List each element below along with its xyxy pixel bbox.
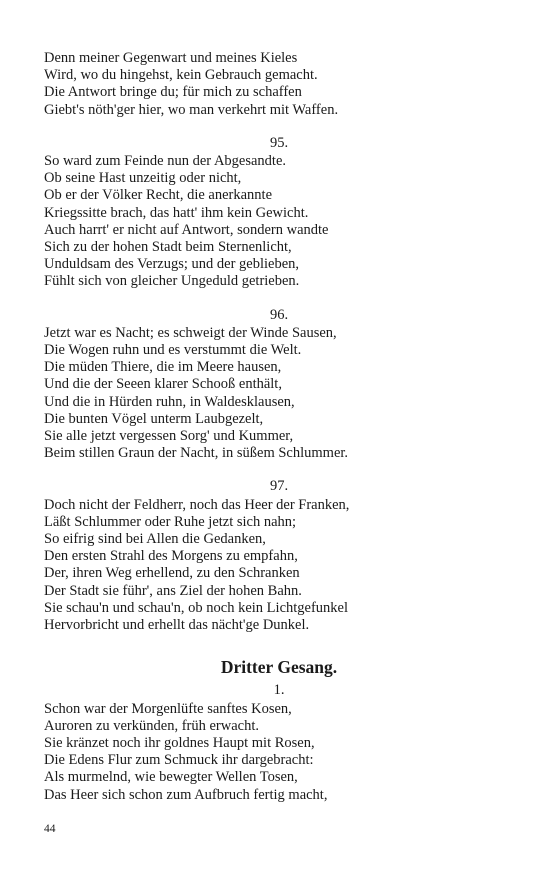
verse-line: Auch harrt' er nicht auf Antwort, sondern wandte — [44, 221, 329, 238]
stanza-95 — [44, 135, 514, 291]
page-number: 44 — [44, 823, 56, 835]
verse-line: Ob er der Völker Recht, die anerkannte — [44, 187, 273, 204]
verse-line: So ward zum Feinde nun der Abgesandte. — [44, 153, 287, 170]
verse-line: Hervorbricht und erhellt das nächt'ge Dunkel. — [44, 617, 310, 634]
verse-line: Die Wogen ruhn und es verstummt die Welt. — [44, 342, 302, 359]
verse-line: Wird, wo du hingehst, kein Gebrauch gemacht. — [44, 67, 318, 84]
verse-line: Sie schau'n und schau'n, ob noch kein Lichtgefunkel — [44, 599, 349, 616]
verse-line: Kriegssitte brach, das hatt' ihm kein Gewicht. — [44, 204, 309, 221]
verse-line: Der, ihren Weg erhellend, zu den Schranken — [44, 565, 300, 582]
page-body — [44, 50, 514, 804]
verse-line: Beim stillen Graun der Nacht, in süßem Schlummer. — [44, 445, 349, 462]
verse-line: Die bunten Vögel unterm Laubgezelt, — [44, 410, 264, 427]
verse-line: Und die in Hürden ruhn, in Waldesklausen, — [44, 393, 295, 410]
verse-line: Den ersten Strahl des Morgens zu empfahn, — [44, 548, 298, 565]
verse-line: Sie kränzet noch ihr goldnes Haupt mit Rosen, — [44, 734, 315, 751]
stanza-number: 97. — [269, 478, 289, 495]
verse-line: Die Edens Flur zum Schmuck ihr dargebracht: — [44, 752, 314, 769]
stanza-number: 1. — [273, 682, 285, 699]
verse-line: Das Heer sich schon zum Aufbruch fertig macht, — [44, 786, 328, 803]
verse-line: Fühlt sich von gleicher Ungeduld getrieben. — [44, 273, 300, 290]
stanza-96 — [44, 307, 514, 463]
verse-line: Ob seine Hast unzeitig oder nicht, — [44, 170, 242, 187]
verse-line: Denn meiner Gegenwart und meines Kieles — [44, 50, 298, 66]
verse-line: Giebt's nöth'ger hier, wo man verkehrt mit Waffen. — [44, 101, 339, 118]
verse-line: Sie alle jetzt vergessen Sorg' und Kummer, — [44, 428, 294, 445]
verse-line: Auroren zu verkünden, früh erwacht. — [44, 717, 259, 734]
verse-line: So eifrig sind bei Allen die Gedanken, — [44, 531, 266, 548]
verse-line: Als murmelnd, wie bewegter Wellen Tosen, — [44, 769, 298, 786]
stanza-97 — [44, 478, 514, 634]
stanza-number: 96. — [269, 306, 289, 323]
verse-line: Und die der Seeen klarer Schooß enthält, — [44, 376, 282, 393]
canto-3-stanza-1 — [44, 682, 514, 803]
verse-line: Doch nicht der Feldherr, noch das Heer der Franken, — [44, 496, 350, 513]
verse-line: Unduldsam des Verzugs; und der geblieben, — [44, 256, 300, 273]
verse-line: Die Antwort bringe du; für mich zu schaffen — [44, 84, 302, 101]
verse-line: Der Stadt sie führ', ans Ziel der hohen Bahn. — [44, 582, 302, 599]
canto-heading: Dritter Gesang. — [220, 657, 338, 678]
stanza-94-continuation — [44, 50, 514, 119]
verse-line: Läßt Schlummer oder Ruhe jetzt sich nahn; — [44, 513, 297, 530]
verse-line: Sich zu der hohen Stadt beim Sternenlicht, — [44, 239, 292, 256]
stanza-number: 95. — [269, 134, 289, 151]
verse-line: Die müden Thiere, die im Meere hausen, — [44, 359, 282, 376]
verse-line: Jetzt war es Nacht; es schweigt der Winde Sausen, — [44, 324, 337, 341]
verse-line: Schon war der Morgenlüfte sanftes Kosen, — [44, 700, 292, 717]
